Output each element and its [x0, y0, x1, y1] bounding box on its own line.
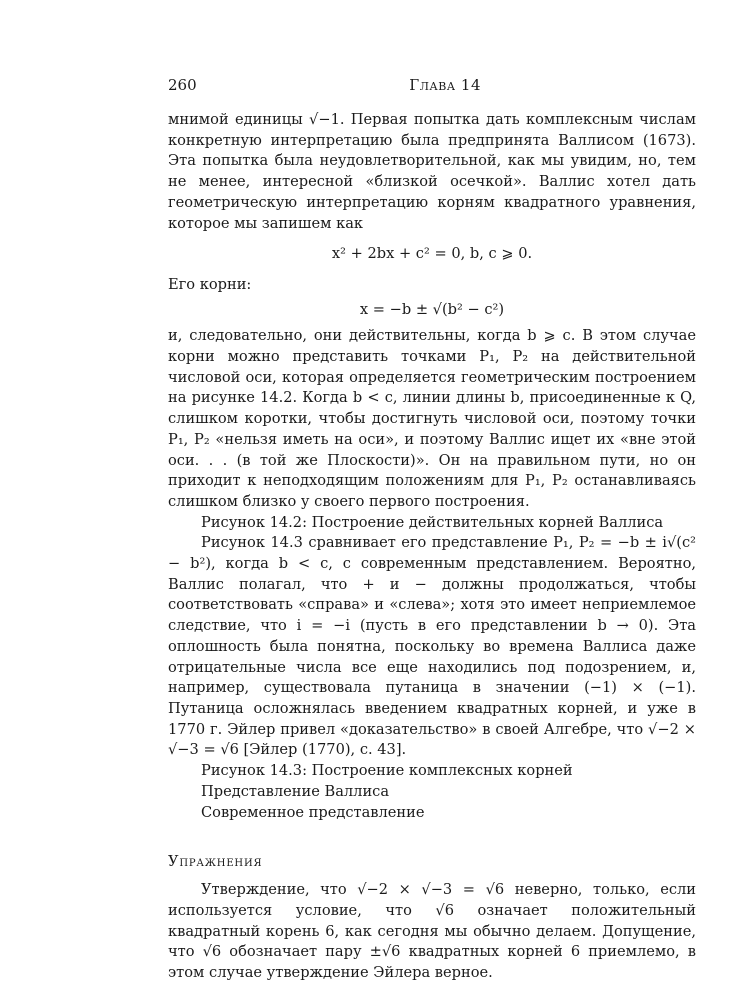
figure-caption-14-2: Рисунок 14.2: Построение действительных корней Валлиса: [201, 513, 664, 531]
chapter-title: Глава 14: [409, 76, 481, 94]
figure-caption-14-3: Рисунок 14.3: Построение комплексных корней: [201, 762, 573, 780]
exercises-heading: Упражнения: [168, 853, 263, 871]
paragraph-3: и, следовательно, они действительны, когда b ⩾ c. В этом случае корни можно представить точками P₁, P₂ на действительной числовой оси, которая определяется геометрическим построением на рисунке 14.2. Когда b < c, линии длины b, присоединенные к Q, слишком коротки, чтобы достигнуть числовой оси, поэтому точки P₁, P₂ «нельзя иметь на оси», и поэтому Валлис ищет их «вне этой оси. . . (в той же Плоскости)». Он на правильном пути, но он приходит к неподходящим положениям для P₁, P₂ останавливаясь слишком близко у своего первого построения.: [168, 327, 696, 510]
equation-quadratic: x² + 2bx + c² = 0, b, c ⩾ 0.: [331, 245, 533, 263]
paragraph-2: Его корни:: [168, 275, 252, 293]
figure-subcaption-wallis: Представление Валлиса: [201, 782, 390, 800]
equation-roots: x = −b ± √(b² − c²): [359, 300, 505, 318]
exercises-text: Утверждение, что √−2 × √−3 = √6 неверно, только, если используется условие, что √6 означает положительный квадратный корень 6, как сегодня мы обычно делаем. Допущение, что √6 обозначает пару ±√6 квадратных корней 6 приемлемо, в этом случае утверждение Эйлера верное.: [168, 881, 696, 982]
running-header: [168, 76, 696, 98]
paragraph-1: мнимой единицы √−1. Первая попытка дать комплексным числам конкретную интерпретацию была предпринята Валлисом (1673). Эта попытка была неудовлетворительной, как мы увидим, но, тем не менее, интересной «близкой осечкой». Валлис хотел дать геометрическую интерпретацию корням квадратного уравнения, которое мы запишем как: [168, 111, 696, 232]
book-page: [168, 76, 696, 984]
figure-subcaption-modern: Современное представление: [201, 803, 425, 821]
page-number: 260: [168, 76, 197, 94]
paragraph-4: Рисунок 14.3 сравнивает его представление P₁, P₂ = −b ± i√(c² − b²), когда b < c, с современным представлением. Вероятно, Валлис полагал, что + и − должны продолжаться, чтобы соответствовать «справа» и «слева»; хотя это имеет неприемлемое следствие, что i = −i (пусть в его представлении b → 0). Эта оплошность была понятна, поскольку во времена Валлиса даже отрицательные числа все еще находились под подозрением, и, например, существовала путаница в значении (−1) × (−1). Путаница осложнялась введением квадратных корней, и уже в 1770 г. Эйлер привел «доказательство» в своей Алгебре, что √−2 × √−3 = √6 [Эйлер (1770), с. 43].: [168, 534, 696, 759]
